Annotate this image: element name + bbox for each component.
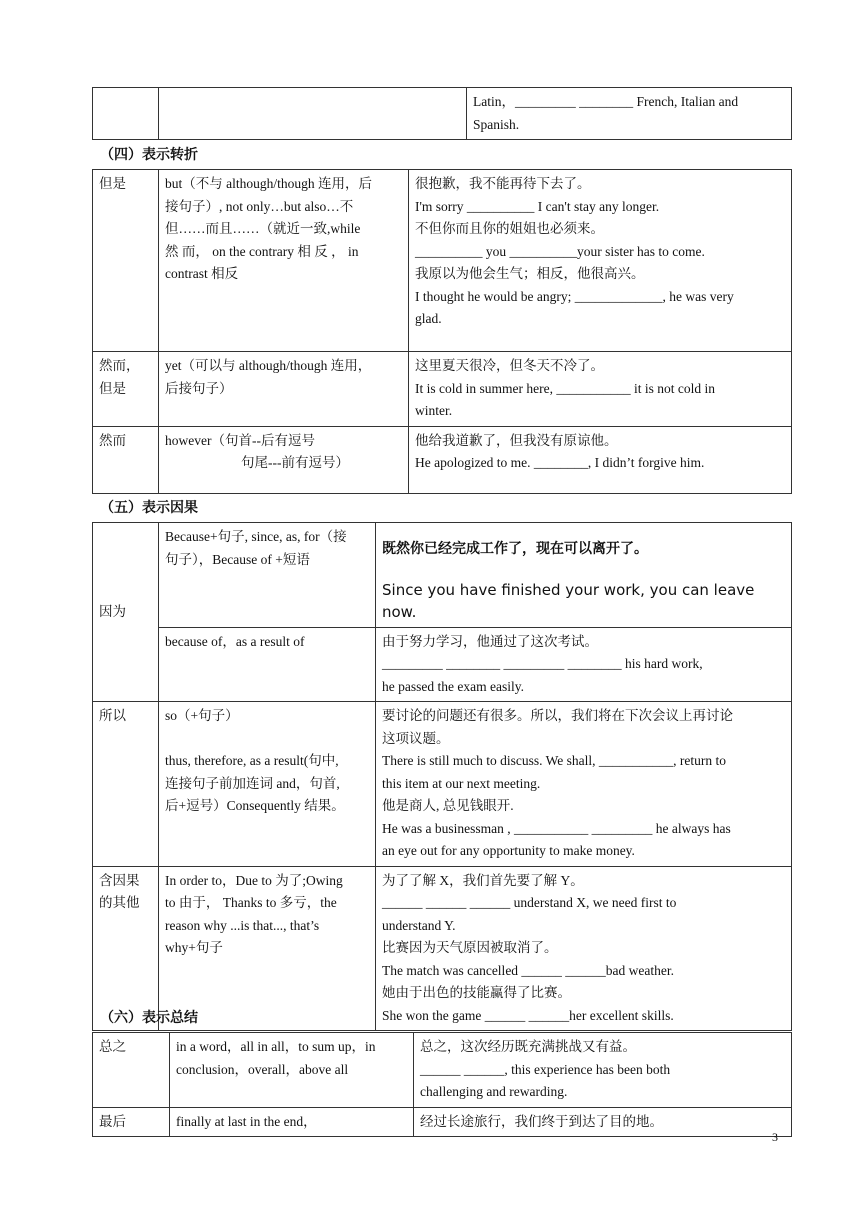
example-line: There is still much to discuss. We shall, ___________, return to — [382, 753, 726, 768]
table-cell — [159, 88, 467, 140]
usage-cell — [170, 1107, 414, 1137]
usage-line: because of，as a result of — [165, 633, 305, 649]
usage-line: but（不与 although/though 连用，后 — [165, 176, 372, 191]
cause-effect-table — [92, 522, 792, 1031]
example-line: understand Y. — [382, 917, 456, 933]
usage-line: conclusion，overall，above all — [176, 1061, 349, 1077]
usage-line: in a word，all in all，to sum up，in — [176, 1039, 376, 1054]
meaning-cell: 但是 — [93, 170, 159, 352]
usage-line: 后+逗号）Consequently 结果。 — [165, 798, 345, 813]
usage-cell — [170, 1033, 414, 1108]
section-heading: （六）表示总结 — [100, 1010, 198, 1026]
table-cell — [93, 88, 159, 140]
usage-line — [165, 728, 369, 751]
meaning-line: 的其他 — [99, 895, 140, 910]
example-line: 经过长途旅行，我们终于到达了目的地。 — [420, 1113, 663, 1129]
example-line: Since you have finished your work, you can leave now. — [382, 580, 755, 621]
example-line: He was a businessman , ___________ _________ he always has — [382, 820, 731, 836]
example-line: 这里夏天很冷，但冬天不冷了。 — [415, 358, 604, 373]
example-line: He apologized to me. ________, I didn’t forgive him. — [415, 455, 705, 470]
usage-line: reason why ...is that..., that’s — [165, 917, 320, 933]
usage-line: 接句子）, not only…but also…不 — [165, 198, 354, 214]
top-table — [92, 87, 792, 140]
usage-line: 连接句子前加连词 and，句首, — [165, 775, 340, 791]
example-line: I'm sorry __________ I can't stay any longer. — [415, 198, 660, 214]
example-line: Spanish. — [473, 116, 520, 132]
example-line: She won the game ______ ______her excellent skills. — [382, 1007, 674, 1023]
usage-line: 句尾---前有逗号） — [241, 455, 349, 470]
example-line: 比赛因为天气原因被取消了。 — [382, 940, 558, 955]
usage-line: thus, therefore, as a result(句中, — [165, 753, 339, 768]
example-cell — [409, 170, 792, 352]
usage-cell — [159, 352, 409, 427]
example-line: I thought he would be angry; _____________, he was very — [415, 288, 734, 304]
usage-line: to 由于， Thanks to 多亏，the — [165, 895, 337, 910]
usage-line: contrast 相反 — [165, 266, 239, 281]
meaning-cell: 所以 — [93, 702, 159, 867]
usage-line: yet（可以与 although/though 连用， — [165, 358, 372, 373]
example-line: this item at our next meeting. — [382, 775, 541, 791]
usage-cell — [159, 170, 409, 352]
usage-line: In order to，Due to 为了;Owing — [165, 872, 343, 888]
example-line: 这项议题。 — [382, 730, 450, 746]
section-heading: （五）表示因果 — [100, 500, 198, 516]
meaning-cell: 因为 — [93, 523, 159, 702]
example-line: 不但你而且你的姐姐也必须来。 — [415, 221, 604, 236]
example-line: 他是商人, 总见钱眼开. — [382, 798, 514, 813]
usage-line: 但……而且……（就近一致,while — [165, 221, 361, 236]
example-cell — [376, 627, 792, 702]
example-line: winter. — [415, 403, 453, 418]
example-line: challenging and rewarding. — [420, 1084, 568, 1099]
section-heading: （四）表示转折 — [100, 147, 198, 163]
example-line: It is cold in summer here, ___________ it is not cold in — [415, 380, 715, 396]
example-cell — [409, 426, 792, 493]
usage-cell — [159, 866, 376, 1031]
example-line: he passed the exam easily. — [382, 678, 524, 694]
example-cell — [409, 352, 792, 427]
example-line: __________ you __________your sister has to come. — [415, 243, 705, 259]
example-line: ______ ______ ______ understand X, we need first to — [382, 895, 677, 910]
example-line: 为了了解 X，我们首先要了解 Y。 — [382, 872, 584, 888]
usage-cell — [159, 702, 376, 867]
example-cell — [414, 1033, 792, 1108]
usage-line: however（句首--后有逗号 — [165, 432, 315, 448]
example-cell — [376, 866, 792, 1031]
usage-line: so（+句子） — [165, 708, 239, 723]
example-cell — [376, 702, 792, 867]
page-number: 3 — [772, 1130, 778, 1144]
summary-table — [92, 1032, 792, 1137]
meaning-cell — [93, 866, 159, 1031]
usage-line: 句子），Because of +短语 — [165, 551, 310, 567]
example-line: glad. — [415, 311, 442, 326]
example-line: 很抱歉，我不能再待下去了。 — [415, 176, 591, 191]
meaning-cell: 然而 — [93, 426, 159, 493]
example-line: Latin，_________ ________ French, Italian and — [473, 94, 739, 109]
usage-line: 后接句子） — [165, 380, 233, 396]
example-line: 要讨论的问题还有很多。所以，我们将在下次会议上再讨论 — [382, 708, 733, 723]
example-cell — [414, 1107, 792, 1137]
example-line: 她由于出色的技能赢得了比赛。 — [382, 985, 571, 1000]
example-line: 总之，这次经历既充满挑战又有益。 — [420, 1039, 636, 1054]
example-line: ______ ______, this experience has been both — [420, 1061, 671, 1077]
contrast-table — [92, 169, 792, 494]
usage-line: Because+句子, since, as, for（接 — [165, 529, 347, 544]
example-cell — [376, 523, 792, 628]
example-cell — [467, 88, 792, 140]
meaning-cell: 最后 — [93, 1107, 170, 1137]
example-line: 由于努力学习，他通过了这次考试。 — [382, 633, 598, 649]
usage-cell — [159, 426, 409, 493]
example-line: an eye out for any opportunity to make money. — [382, 843, 635, 858]
meaning-line: 含因果 — [99, 872, 140, 888]
usage-line: why+句子 — [165, 940, 223, 955]
meaning-cell: 然而，但是 — [93, 352, 159, 427]
example-line: The match was cancelled ______ ______bad weather. — [382, 962, 675, 978]
example-line: 既然你已经完成工作了，现在可以离开了。 — [382, 541, 648, 557]
example-line: 我原以为他会生气；相反，他很高兴。 — [415, 266, 645, 281]
example-line: 他给我道歉了，但我没有原谅他。 — [415, 432, 618, 448]
meaning-cell: 总之 — [93, 1033, 170, 1108]
usage-cell — [159, 627, 376, 702]
usage-line: finally at last in the end， — [176, 1113, 317, 1129]
usage-cell — [159, 523, 376, 628]
usage-line: 然 而， on the contrary 相 反 ， in — [165, 243, 359, 259]
example-line: _________ ________ _________ ________ his hard work, — [382, 656, 703, 671]
